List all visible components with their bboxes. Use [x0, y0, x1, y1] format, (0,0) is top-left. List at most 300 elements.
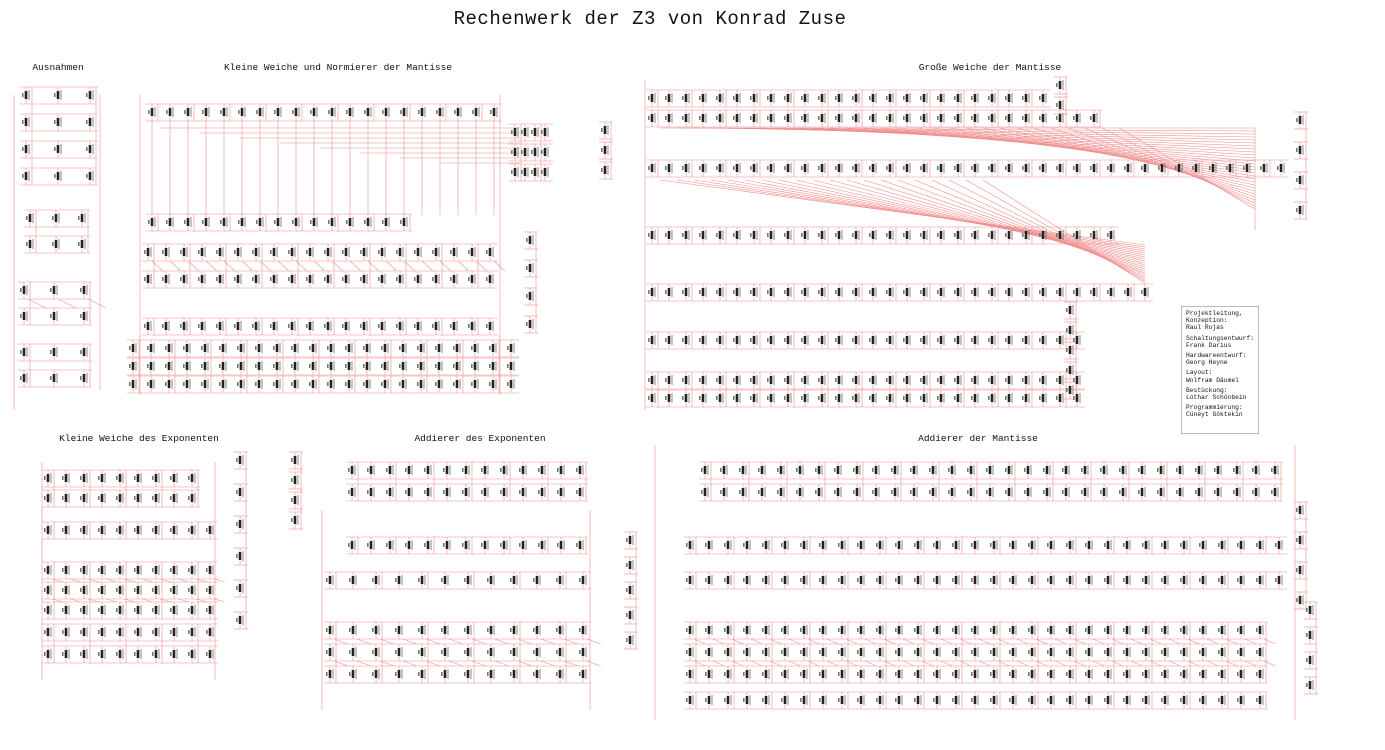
relay-symbol — [852, 93, 859, 103]
relay-symbol — [1141, 287, 1148, 297]
relay-symbol — [180, 274, 187, 284]
credit-role: Programmierung: — [1186, 404, 1243, 412]
relay-symbol — [733, 230, 740, 240]
relay-symbol — [147, 361, 154, 371]
relay-symbol — [180, 247, 187, 257]
relay-symbol — [1066, 625, 1073, 635]
relay-symbol — [1100, 465, 1107, 475]
relay-symbol — [648, 375, 655, 385]
relay-symbol — [933, 575, 940, 585]
relay-symbol — [869, 375, 876, 385]
relay-symbol — [328, 217, 335, 227]
relay-symbol — [767, 393, 774, 403]
relay-symbol — [777, 465, 784, 475]
relay-symbol — [705, 575, 712, 585]
relay-symbol — [1005, 113, 1012, 123]
relay-symbol — [198, 274, 205, 284]
credit-role: Bestückung: — [1186, 386, 1228, 394]
relay-symbol — [750, 287, 757, 297]
relay-symbol — [1142, 669, 1149, 679]
relay-symbol — [346, 217, 353, 227]
relay-symbol — [699, 287, 706, 297]
relay-symbol — [733, 335, 740, 345]
relay-symbol — [170, 627, 177, 637]
relay-symbol — [784, 335, 791, 345]
relay-symbol — [579, 625, 586, 635]
relay-symbol — [971, 540, 978, 550]
relay-symbol — [252, 321, 259, 331]
relay-symbol — [895, 695, 902, 705]
relay-symbol — [324, 247, 331, 257]
relay-symbol — [1180, 669, 1187, 679]
relay-symbol — [188, 649, 195, 659]
relay-symbol — [306, 274, 313, 284]
relay-symbol — [626, 560, 633, 570]
relay-symbol — [903, 335, 910, 345]
relay-symbol — [1252, 465, 1259, 475]
relay-symbol — [733, 375, 740, 385]
relay-symbol — [52, 239, 59, 249]
relay-symbol — [988, 335, 995, 345]
relay-symbol — [50, 347, 57, 357]
relay-symbol — [395, 625, 402, 635]
relay-symbol — [1104, 540, 1111, 550]
relay-symbol — [44, 493, 51, 503]
relay-symbol — [1218, 575, 1225, 585]
relay-symbol — [252, 247, 259, 257]
relay-symbol — [853, 487, 860, 497]
relay-symbol — [170, 585, 177, 595]
section-title-kleine-weiche-mantisse: Kleine Weiche und Normierer der Mantisse — [223, 62, 453, 73]
relay-symbol — [417, 343, 424, 353]
relay-symbol — [86, 90, 93, 100]
relay-symbol — [1024, 465, 1031, 475]
relay-symbol — [720, 487, 727, 497]
credits-box — [1181, 306, 1259, 434]
relay-symbol — [372, 647, 379, 657]
relay-symbol — [665, 335, 672, 345]
relay-symbol — [62, 565, 69, 575]
relay-symbol — [360, 247, 367, 257]
relay-symbol — [777, 487, 784, 497]
relay-symbol — [1024, 487, 1031, 497]
relay-symbol — [1124, 287, 1131, 297]
relay-symbol — [990, 575, 997, 585]
relay-symbol — [781, 669, 788, 679]
relay-symbol — [255, 379, 262, 389]
relay-symbol — [834, 487, 841, 497]
relay-symbol — [835, 93, 842, 103]
relay-symbol — [1104, 647, 1111, 657]
page-title: Rechenwerk der Z3 von Konrad Zuse — [453, 8, 847, 30]
relay-symbol — [541, 147, 548, 157]
relay-symbol — [838, 625, 845, 635]
relay-symbol — [270, 247, 277, 257]
relay-symbol — [170, 473, 177, 483]
relay-symbol — [556, 625, 563, 635]
relay-symbol — [1256, 625, 1263, 635]
relay-symbol — [414, 321, 421, 331]
relay-symbol — [800, 669, 807, 679]
relay-symbol — [165, 343, 172, 353]
relay-symbol — [22, 171, 29, 181]
relay-symbol — [256, 107, 263, 117]
relay-symbol — [1090, 113, 1097, 123]
relay-symbol — [1056, 80, 1063, 90]
relay-symbol — [648, 93, 655, 103]
relay-symbol — [471, 343, 478, 353]
relay-symbol — [1005, 93, 1012, 103]
relay-symbol — [165, 361, 172, 371]
relay-symbol — [165, 379, 172, 389]
relay-symbol — [453, 379, 460, 389]
relay-symbol — [291, 475, 298, 485]
relay-symbol — [1085, 540, 1092, 550]
relay-symbol — [386, 487, 393, 497]
relay-symbol — [1028, 575, 1035, 585]
relay-symbol — [733, 287, 740, 297]
relay-symbol — [665, 375, 672, 385]
relay-symbol — [988, 375, 995, 385]
relay-symbol — [201, 361, 208, 371]
credit-entry — [1186, 335, 1254, 349]
relay-symbol — [1260, 163, 1267, 173]
relay-symbol — [903, 230, 910, 240]
relay-symbol — [933, 647, 940, 657]
credit-role: Projektleitung, Konzeption: — [1186, 310, 1243, 325]
relay-symbol — [1296, 205, 1303, 215]
relay-symbol — [510, 647, 517, 657]
relay-symbol — [418, 647, 425, 657]
relay-symbol — [424, 487, 431, 497]
relay-symbol — [538, 540, 545, 550]
relay-symbol — [487, 625, 494, 635]
relay-symbol — [20, 285, 27, 295]
relay-symbol — [1195, 487, 1202, 497]
relay-symbol — [1022, 113, 1029, 123]
relay-symbol — [396, 247, 403, 257]
relay-symbol — [1009, 695, 1016, 705]
relay-symbol — [1005, 487, 1012, 497]
relay-symbol — [750, 93, 757, 103]
relay-symbol — [954, 230, 961, 240]
relay-symbol — [1218, 669, 1225, 679]
relay-symbol — [1100, 487, 1107, 497]
relay-symbol — [1275, 575, 1282, 585]
relay-symbol — [1123, 695, 1130, 705]
relay-symbol — [920, 93, 927, 103]
relay-symbol — [183, 379, 190, 389]
relay-symbol — [682, 163, 689, 173]
relay-symbol — [705, 695, 712, 705]
relay-symbol — [1237, 575, 1244, 585]
relay-symbol — [967, 487, 974, 497]
relay-symbol — [952, 625, 959, 635]
relay-symbol — [54, 117, 61, 127]
relay-symbol — [895, 540, 902, 550]
relay-symbol — [270, 274, 277, 284]
relay-symbol — [914, 695, 921, 705]
relay-symbol — [1047, 575, 1054, 585]
relay-symbol — [1199, 669, 1206, 679]
relay-symbol — [576, 487, 583, 497]
relay-symbol — [443, 487, 450, 497]
relay-symbol — [86, 144, 93, 154]
relay-symbol — [382, 107, 389, 117]
relay-symbol — [705, 625, 712, 635]
relay-symbol — [328, 107, 335, 117]
relay-symbol — [378, 247, 385, 257]
relay-symbol — [86, 171, 93, 181]
relay-symbol — [800, 540, 807, 550]
relay-symbol — [665, 163, 672, 173]
relay-symbol — [129, 379, 136, 389]
relay-symbol — [988, 113, 995, 123]
credit-person: Lothar Schönbein — [1186, 394, 1247, 402]
relay-symbol — [367, 540, 374, 550]
relay-symbol — [1256, 695, 1263, 705]
relay-symbol — [1047, 669, 1054, 679]
relay-symbol — [800, 647, 807, 657]
relay-symbol — [1214, 465, 1221, 475]
relay-symbol — [526, 263, 533, 273]
relay-symbol — [724, 625, 731, 635]
relay-symbol — [364, 107, 371, 117]
relay-symbol — [342, 321, 349, 331]
relay-symbol — [838, 540, 845, 550]
relay-symbol — [952, 669, 959, 679]
relay-symbol — [206, 627, 213, 637]
relay-symbol — [986, 487, 993, 497]
relay-symbol — [396, 274, 403, 284]
relay-symbol — [22, 117, 29, 127]
relay-symbol — [1043, 465, 1050, 475]
relay-symbol — [454, 107, 461, 117]
relay-symbol — [1123, 625, 1130, 635]
relay-symbol — [471, 361, 478, 371]
relay-symbol — [1296, 535, 1303, 545]
relay-symbol — [952, 695, 959, 705]
relay-symbol — [954, 113, 961, 123]
relay-symbol — [971, 287, 978, 297]
relay-symbol — [148, 217, 155, 227]
relay-symbol — [180, 321, 187, 331]
relay-symbol — [432, 247, 439, 257]
relay-symbol — [206, 565, 213, 575]
relay-symbol — [819, 669, 826, 679]
relay-symbol — [872, 465, 879, 475]
relay-symbol — [78, 239, 85, 249]
relay-symbol — [202, 107, 209, 117]
relay-symbol — [417, 361, 424, 371]
relay-symbol — [52, 213, 59, 223]
relay-symbol — [500, 540, 507, 550]
relay-symbol — [801, 230, 808, 240]
relay-symbol — [838, 695, 845, 705]
relay-symbol — [481, 487, 488, 497]
relay-symbol — [886, 393, 893, 403]
relay-symbol — [129, 361, 136, 371]
relay-symbol — [701, 465, 708, 475]
relay-symbol — [971, 335, 978, 345]
relay-symbol — [345, 343, 352, 353]
relay-symbol — [724, 540, 731, 550]
relay-symbol — [418, 625, 425, 635]
relay-symbol — [22, 144, 29, 154]
relay-symbol — [170, 605, 177, 615]
relay-symbol — [441, 669, 448, 679]
relay-symbol — [1028, 625, 1035, 635]
relay-symbol — [1022, 393, 1029, 403]
relay-symbol — [767, 230, 774, 240]
relay-symbol — [1085, 647, 1092, 657]
relay-symbol — [538, 487, 545, 497]
relay-symbol — [762, 625, 769, 635]
relay-symbol — [988, 393, 995, 403]
relay-symbol — [399, 379, 406, 389]
relay-symbol — [857, 647, 864, 657]
relay-symbol — [988, 230, 995, 240]
relay-symbol — [933, 540, 940, 550]
relay-symbol — [342, 274, 349, 284]
relay-symbol — [1107, 230, 1114, 240]
relay-symbol — [800, 695, 807, 705]
relay-symbol — [188, 627, 195, 637]
relay-symbol — [152, 585, 159, 595]
relay-symbol — [198, 321, 205, 331]
relay-symbol — [937, 230, 944, 240]
relay-symbol — [44, 605, 51, 615]
relay-symbol — [432, 274, 439, 284]
relay-symbol — [80, 373, 87, 383]
relay-symbol — [1090, 163, 1097, 173]
relay-symbol — [116, 585, 123, 595]
relay-symbol — [1081, 487, 1088, 497]
relay-symbol — [326, 669, 333, 679]
relay-symbol — [234, 247, 241, 257]
relay-symbol — [686, 575, 693, 585]
relay-symbol — [237, 361, 244, 371]
relay-symbol — [1073, 393, 1080, 403]
relay-symbol — [800, 625, 807, 635]
relay-symbol — [1107, 163, 1114, 173]
relay-symbol — [1233, 465, 1240, 475]
relay-symbol — [988, 163, 995, 173]
relay-symbol — [292, 217, 299, 227]
relay-symbol — [1180, 647, 1187, 657]
relay-symbol — [699, 163, 706, 173]
relay-symbol — [44, 627, 51, 637]
relay-symbol — [954, 393, 961, 403]
relay-symbol — [1047, 625, 1054, 635]
relay-symbol — [206, 605, 213, 615]
credit-person: Georg Heyne — [1186, 359, 1228, 367]
relay-symbol — [920, 113, 927, 123]
relay-symbol — [1090, 287, 1097, 297]
relay-symbol — [1073, 375, 1080, 385]
relay-symbol — [895, 669, 902, 679]
relay-symbol — [920, 393, 927, 403]
section-title-ausnahmen: Ausnahmen — [32, 62, 84, 73]
relay-symbol — [665, 230, 672, 240]
relay-symbol — [1237, 695, 1244, 705]
relay-symbol — [869, 230, 876, 240]
relay-symbol — [699, 393, 706, 403]
relay-symbol — [1161, 625, 1168, 635]
relay-symbol — [490, 107, 497, 117]
relay-symbol — [784, 93, 791, 103]
relay-symbol — [1039, 113, 1046, 123]
relay-symbol — [531, 127, 538, 137]
relay-symbol — [1271, 487, 1278, 497]
relay-symbol — [758, 465, 765, 475]
relay-symbol — [1237, 647, 1244, 657]
relay-symbol — [1009, 540, 1016, 550]
relay-symbol — [116, 493, 123, 503]
relay-symbol — [166, 217, 173, 227]
relay-symbol — [801, 163, 808, 173]
relay-symbol — [626, 610, 633, 620]
relay-symbol — [1056, 375, 1063, 385]
relay-symbol — [435, 343, 442, 353]
relay-symbol — [1119, 465, 1126, 475]
relay-symbol — [152, 525, 159, 535]
relay-symbol — [188, 525, 195, 535]
relay-symbol — [162, 247, 169, 257]
relay-symbol — [626, 535, 633, 545]
relay-symbol — [310, 217, 317, 227]
relay-symbol — [378, 274, 385, 284]
relay-symbol — [349, 669, 356, 679]
relay-symbol — [1138, 487, 1145, 497]
relay-symbol — [291, 515, 298, 525]
relay-symbol — [533, 625, 540, 635]
relay-symbol — [273, 361, 280, 371]
credit-role: Schaltungsentwurf: — [1186, 334, 1255, 342]
relay-symbol — [510, 575, 517, 585]
relay-symbol — [1009, 625, 1016, 635]
relay-symbol — [971, 375, 978, 385]
relay-symbol — [216, 247, 223, 257]
relay-symbol — [1028, 540, 1035, 550]
relay-symbol — [395, 669, 402, 679]
relay-symbol — [886, 113, 893, 123]
relay-symbol — [386, 465, 393, 475]
relay-symbol — [116, 525, 123, 535]
relay-symbol — [895, 575, 902, 585]
relay-symbol — [270, 321, 277, 331]
relay-symbol — [424, 465, 431, 475]
relay-symbol — [767, 93, 774, 103]
relay-symbol — [818, 113, 825, 123]
relay-symbol — [345, 379, 352, 389]
relay-symbol — [360, 274, 367, 284]
relay-symbol — [920, 230, 927, 240]
relay-symbol — [886, 230, 893, 240]
relay-symbol — [148, 107, 155, 117]
relay-symbol — [762, 540, 769, 550]
relay-symbol — [1237, 540, 1244, 550]
relay-symbol — [50, 285, 57, 295]
relay-symbol — [818, 287, 825, 297]
relay-symbol — [378, 321, 385, 331]
relay-symbol — [886, 335, 893, 345]
relay-symbol — [255, 343, 262, 353]
relay-symbol — [510, 625, 517, 635]
relay-symbol — [511, 167, 518, 177]
relay-symbol — [990, 695, 997, 705]
relay-symbol — [1199, 647, 1206, 657]
